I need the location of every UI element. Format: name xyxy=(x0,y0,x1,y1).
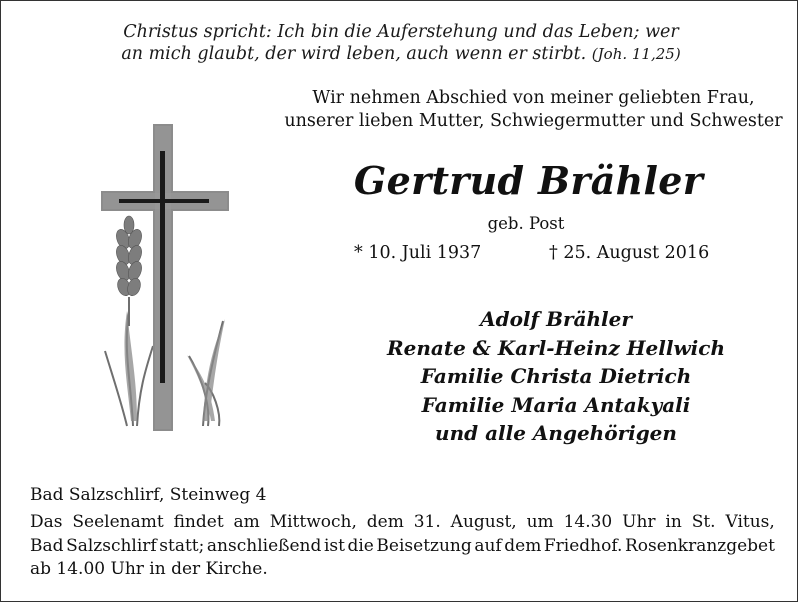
bible-reference: (Joh. 11,25) xyxy=(591,45,681,63)
intro-line-2: unserer lieben Mutter, Schwiegermutter und Schwester xyxy=(284,111,783,131)
maiden-name: geb. Post xyxy=(487,214,565,233)
funeral-word: Das xyxy=(30,512,63,532)
funeral-word: dem xyxy=(504,535,542,556)
cross-with-wheat-icon xyxy=(93,121,243,436)
address: Bad Salzschlirf, Steinweg 4 xyxy=(30,485,267,505)
funeral-word: statt; xyxy=(159,535,205,556)
funeral-word: in xyxy=(665,512,682,532)
funeral-word: anschließend xyxy=(206,535,322,556)
funeral-word: Friedhof. xyxy=(543,535,623,556)
birth-date: * 10. Juli 1937 xyxy=(354,243,482,263)
mourner: Adolf Brähler xyxy=(480,307,632,331)
funeral-word: auf xyxy=(474,535,502,556)
mourners-list xyxy=(351,305,761,448)
funeral-word: Uhr xyxy=(622,512,656,532)
funeral-word: die xyxy=(347,535,374,556)
mourner: und alle Angehörigen xyxy=(435,421,677,445)
funeral-word: Mittwoch, xyxy=(269,512,357,532)
funeral-word: Vitus, xyxy=(725,512,775,532)
funeral-word: 31. xyxy=(413,512,441,532)
funeral-word: Rosenkranzgebet xyxy=(625,535,775,556)
intro-line-1: Wir nehmen Abschied von meiner geliebten Frau, xyxy=(312,88,755,108)
mourner: Renate & Karl-Heinz Hellwich xyxy=(387,335,725,360)
funeral-details xyxy=(30,511,775,582)
funeral-word: Beisetzung xyxy=(376,535,472,556)
funeral-line-3: ab 14.00 Uhr in der Kirche. xyxy=(30,559,268,579)
funeral-line-1 xyxy=(30,511,775,535)
funeral-word: findet xyxy=(173,512,224,532)
bible-quote-line-1: Christus spricht: Ich bin die Auferstehung und das Leben; wer xyxy=(123,22,679,42)
funeral-word: August, xyxy=(450,512,517,532)
funeral-word: um xyxy=(526,512,554,532)
death-date: † 25. August 2016 xyxy=(549,243,710,263)
funeral-word: Salzschlirf xyxy=(66,535,157,556)
funeral-word: ist xyxy=(323,535,345,556)
funeral-line-2 xyxy=(30,535,775,559)
funeral-word: am xyxy=(233,512,260,532)
bible-quote-line-2: an mich glaubt, der wird leben, auch wenn er stirbt. (Joh. 11,25) xyxy=(121,44,681,64)
mourner: Familie Maria Antakyali xyxy=(421,392,691,417)
funeral-word: Seelenamt xyxy=(72,512,164,532)
funeral-word: Bad xyxy=(30,535,64,556)
bible-quote xyxy=(1,21,800,65)
intro-text xyxy=(256,87,800,133)
funeral-word: dem xyxy=(366,512,404,532)
funeral-word: St. xyxy=(691,512,716,532)
deceased-name: Gertrud Brähler xyxy=(353,158,704,203)
funeral-word: 14.30 xyxy=(563,512,613,532)
mourner: Familie Christa Dietrich xyxy=(420,364,692,388)
